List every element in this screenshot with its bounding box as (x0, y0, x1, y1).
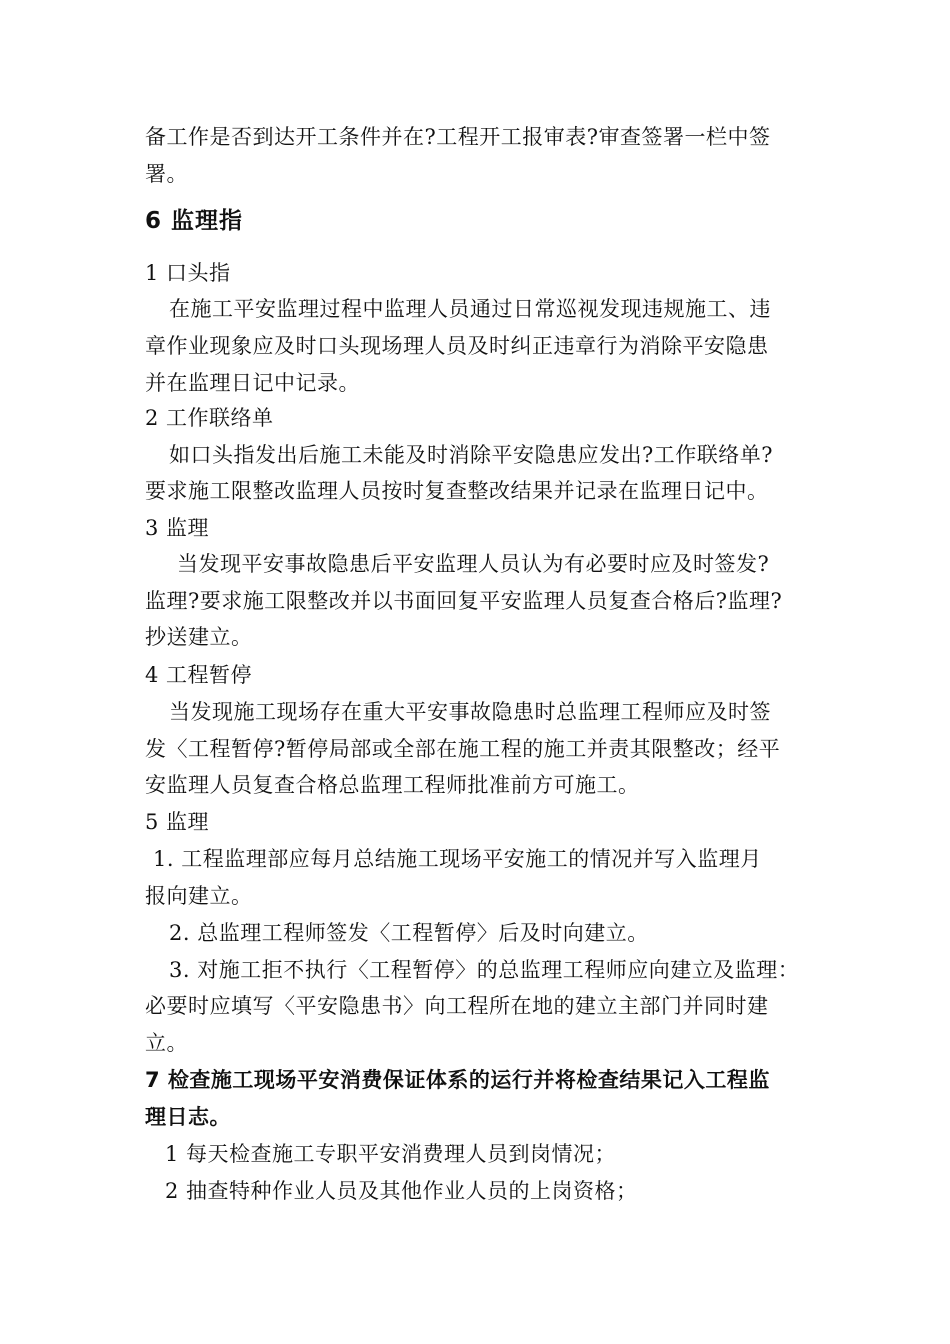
paragraph-line: 发〈工程暂停?暂停局部或全部在施工程的施工并责其限整改；经平 (145, 737, 781, 761)
paragraph-line: 1. 工程监理部应每月总结施工现场平安施工的情况并写入监理月 (153, 847, 762, 871)
paragraph-line: 3. 对施工拒不执行〈工程暂停〉的总监理工程师应向建立及监理： (169, 958, 800, 982)
paragraph-line: 要求施工限整改监理人员按时复查整改结果并记录在监理日记中。 (145, 479, 769, 503)
list-item: 1 每天检查施工专职平安消费理人员到岗情况； (165, 1142, 617, 1166)
paragraph-line: 2. 总监理工程师签发〈工程暂停〉后及时向建立。 (169, 921, 649, 945)
section-heading: 6 监理指 (145, 208, 244, 234)
subheading-line: 1 口头指 (145, 261, 231, 285)
paragraph-line: 章作业现象应及时口头现场理人员及时纠正违章行为消除平安隐患 (145, 334, 769, 358)
subheading-line: 5 监理 (145, 810, 210, 834)
subheading-line: 2 工作联络单 (145, 406, 274, 430)
paragraph-line: 抄送建立。 (145, 625, 253, 649)
paragraph-line: 监理?要求施工限整改并以书面回复平安监理人员复查合格后?监理? (145, 589, 783, 613)
paragraph-line: 安监理人员复查合格总监理工程师批准前方可施工。 (145, 773, 640, 797)
list-item: 2 抽查特种作业人员及其他作业人员的上岗资格； (165, 1179, 638, 1203)
section-heading: 理日志。 (145, 1105, 231, 1129)
paragraph-line: 报向建立。 (145, 884, 253, 908)
paragraph-line: 必要时应填写〈平安隐患书〉向工程所在地的建立主部门并同时建 (145, 994, 769, 1018)
paragraph-line: 在施工平安监理过程中监理人员通过日常巡视发现违规施工、违 (169, 297, 771, 321)
subheading-line: 3 监理 (145, 516, 210, 540)
paragraph-line: 当发现施工现场存在重大平安事故隐患时总监理工程师应及时签 (169, 700, 771, 724)
paragraph-line: 立。 (145, 1031, 188, 1055)
paragraph-line: 如口头指发出后施工未能及时消除平安隐患应发出?工作联络单? (169, 443, 774, 467)
paragraph-line: 并在监理日记中记录。 (145, 371, 360, 395)
paragraph-line: 当发现平安事故隐患后平安监理人员认为有必要时应及时签发? (177, 552, 770, 576)
subheading-line: 4 工程暂停 (145, 663, 253, 687)
paragraph-line: 署。 (145, 162, 188, 186)
section-heading: 7 检查施工现场平安消费保证体系的运行并将检查结果记入工程监 (145, 1068, 770, 1092)
paragraph-line: 备工作是否到达开工条件并在?工程开工报审表?审查签署一栏中签 (145, 125, 771, 149)
